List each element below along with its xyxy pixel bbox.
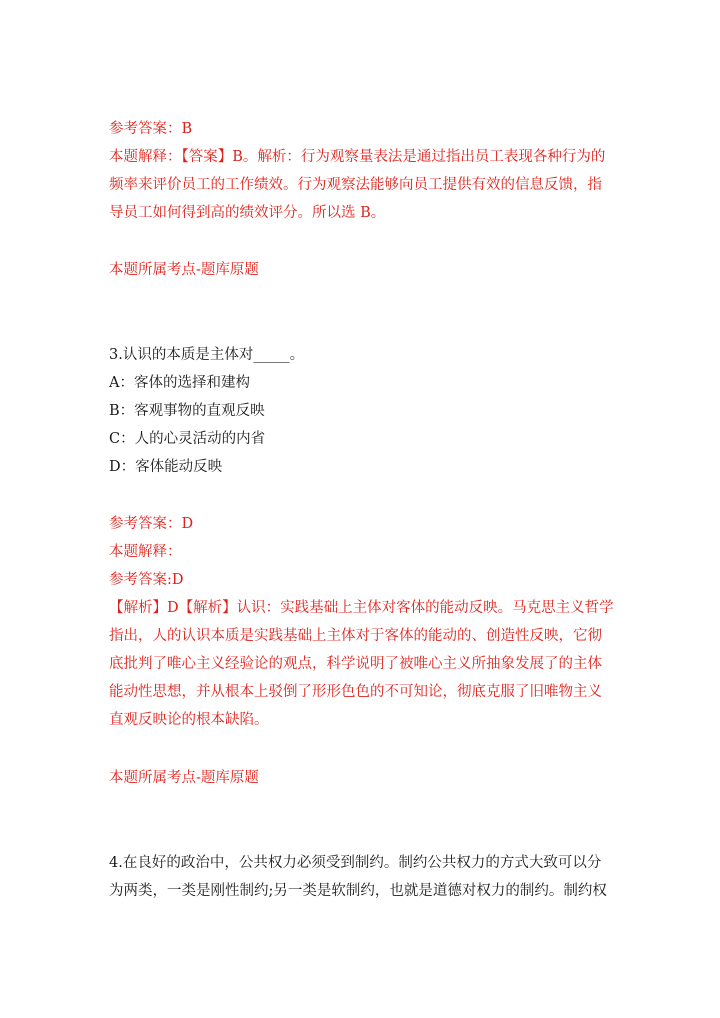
q3-option-c: C：人的心灵活动的内省 (109, 431, 266, 447)
q3-question: 3.认识的本质是主体对_____。 (109, 347, 305, 363)
q3-explanation-label: 本题解释： (109, 544, 182, 560)
q2-answer: 参考答案：B (109, 121, 193, 137)
q3-analysis-line: 指出，人的认识本质是实践基础上主体对于客体的能动的、创造性反映，它彻 (109, 628, 602, 644)
q3-answer: 参考答案：D (109, 516, 194, 532)
q3-answer-repeat: 参考答案:D (109, 572, 184, 588)
q2-explanation-line: 导员工如何得到高的绩效评分。所以选 B。 (109, 205, 386, 221)
q3-analysis-line: 能动性思想，并从根本上驳倒了形形色色的不可知论，彻底克服了旧唯物主义 (109, 684, 602, 700)
q3-analysis-line: 直观反映论的根本缺陷。 (109, 712, 269, 728)
q3-analysis-line: 底批判了唯心主义经验论的观点，科学说明了被唯心主义所抽象发展了的主体 (109, 656, 602, 672)
q3-option-d: D：客体能动反映 (109, 459, 223, 475)
q3-option-a: A：客体的选择和建构 (109, 375, 250, 391)
q3-source: 本题所属考点-题库原题 (109, 770, 259, 786)
q3-analysis-line: 【解析】D【解析】认识：实践基础上主体对客体的能动反映。马克思主义哲学 (109, 600, 614, 616)
q2-explanation-line: 频率来评价员工的工作绩效。行为观察法能够向员工提供有效的信息反馈，指 (109, 177, 602, 193)
q3-option-b: B：客观事物的直观反映 (109, 403, 265, 419)
q4-question-line: 为两类，一类是刚性制约;另一类是软制约，也就是道德对权力的制约。制约权 (109, 883, 607, 899)
q2-explanation-line: 本题解释：【答案】B。解析：行为观察量表法是通过指出员工表现各种行为的 (109, 149, 606, 165)
q4-question-line: 4.在良好的政治中，公共权力必须受到制约。制约公共权力的方式大致可以分 (109, 855, 602, 871)
q2-source: 本题所属考点-题库原题 (109, 262, 259, 278)
